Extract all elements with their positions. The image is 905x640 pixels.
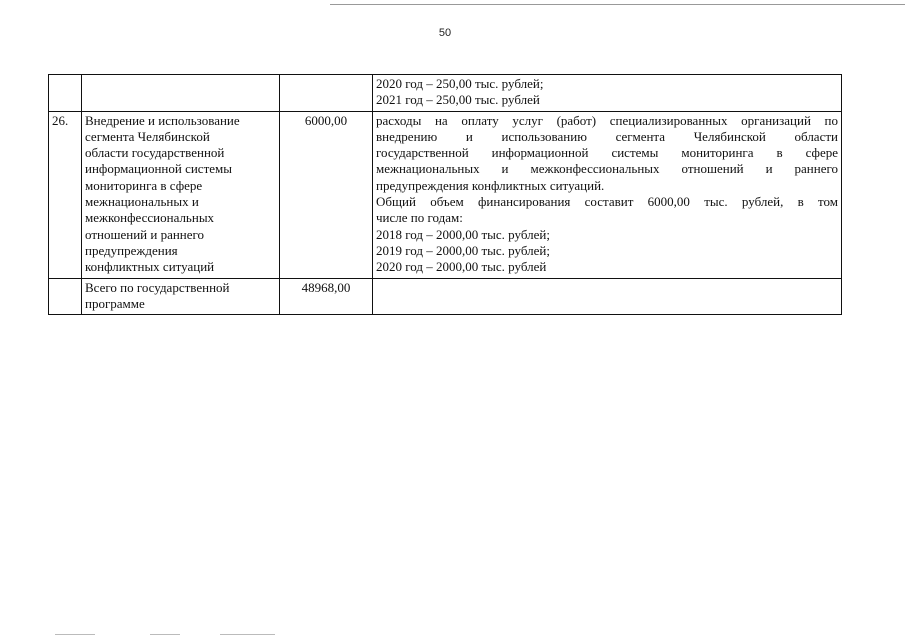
event-name-line: программе <box>85 295 145 311</box>
event-name-line: Всего по государственной <box>85 279 230 295</box>
event-name-line: отношений и раннего <box>85 226 205 242</box>
event-name-line: области государственной <box>85 145 225 161</box>
description-cell <box>373 75 842 112</box>
event-name-cell <box>82 278 280 315</box>
amount-cell: 6000,00 <box>280 111 373 278</box>
page-number: 50 <box>438 27 452 39</box>
description-line: 2021 год – 250,00 тыс. рублей <box>376 92 540 108</box>
row-number-cell <box>49 75 82 112</box>
description-line: внедрению и использованию сегмента Челябинской области <box>376 128 838 144</box>
event-name-cell <box>82 111 280 278</box>
scan-marks <box>55 634 275 636</box>
event-name-line: межконфессиональных <box>85 210 215 226</box>
row-number-cell <box>49 278 82 315</box>
event-name-line: Внедрение и использование <box>85 112 240 128</box>
description-cell <box>373 278 842 315</box>
amount-cell <box>280 75 373 112</box>
amount-cell: 48968,00 <box>280 278 373 315</box>
description-line: числе по годам: <box>376 210 463 226</box>
description-line: предупреждения конфликтных ситуаций. <box>376 177 605 193</box>
row-number-cell: 26. <box>49 111 82 278</box>
event-name-line: межнациональных и <box>85 194 199 210</box>
event-name-line: сегмента Челябинской <box>85 128 210 144</box>
table-row <box>49 111 842 278</box>
description-line: 2020 год – 2000,00 тыс. рублей <box>376 259 547 275</box>
description-line: 2018 год – 2000,00 тыс. рублей; <box>376 226 550 242</box>
description-line: 2020 год – 250,00 тыс. рублей; <box>376 76 544 91</box>
table-body <box>49 75 842 315</box>
program-table <box>48 74 842 315</box>
description-line: 2019 год – 2000,00 тыс. рублей; <box>376 242 550 258</box>
table-row <box>49 278 842 315</box>
description-line: Общий объем финансирования составит 6000,00 тыс. рублей, в том <box>376 194 838 210</box>
table-row <box>49 75 842 112</box>
event-name-line: информационной системы <box>85 161 232 177</box>
description-line: государственной информационной системы мониторинга в сфере <box>376 145 838 161</box>
description-line: межнациональных и межконфессиональных отношений и раннего <box>376 161 838 177</box>
description-cell <box>373 111 842 278</box>
event-name-line: предупреждения <box>85 242 178 258</box>
event-name-cell <box>82 75 280 112</box>
event-name-line: конфликтных ситуаций <box>85 259 215 275</box>
event-name-line: мониторинга в сфере <box>85 177 203 193</box>
top-rule <box>330 4 905 5</box>
description-line: расходы на оплату услуг (работ) специализированных организаций по <box>376 112 838 128</box>
